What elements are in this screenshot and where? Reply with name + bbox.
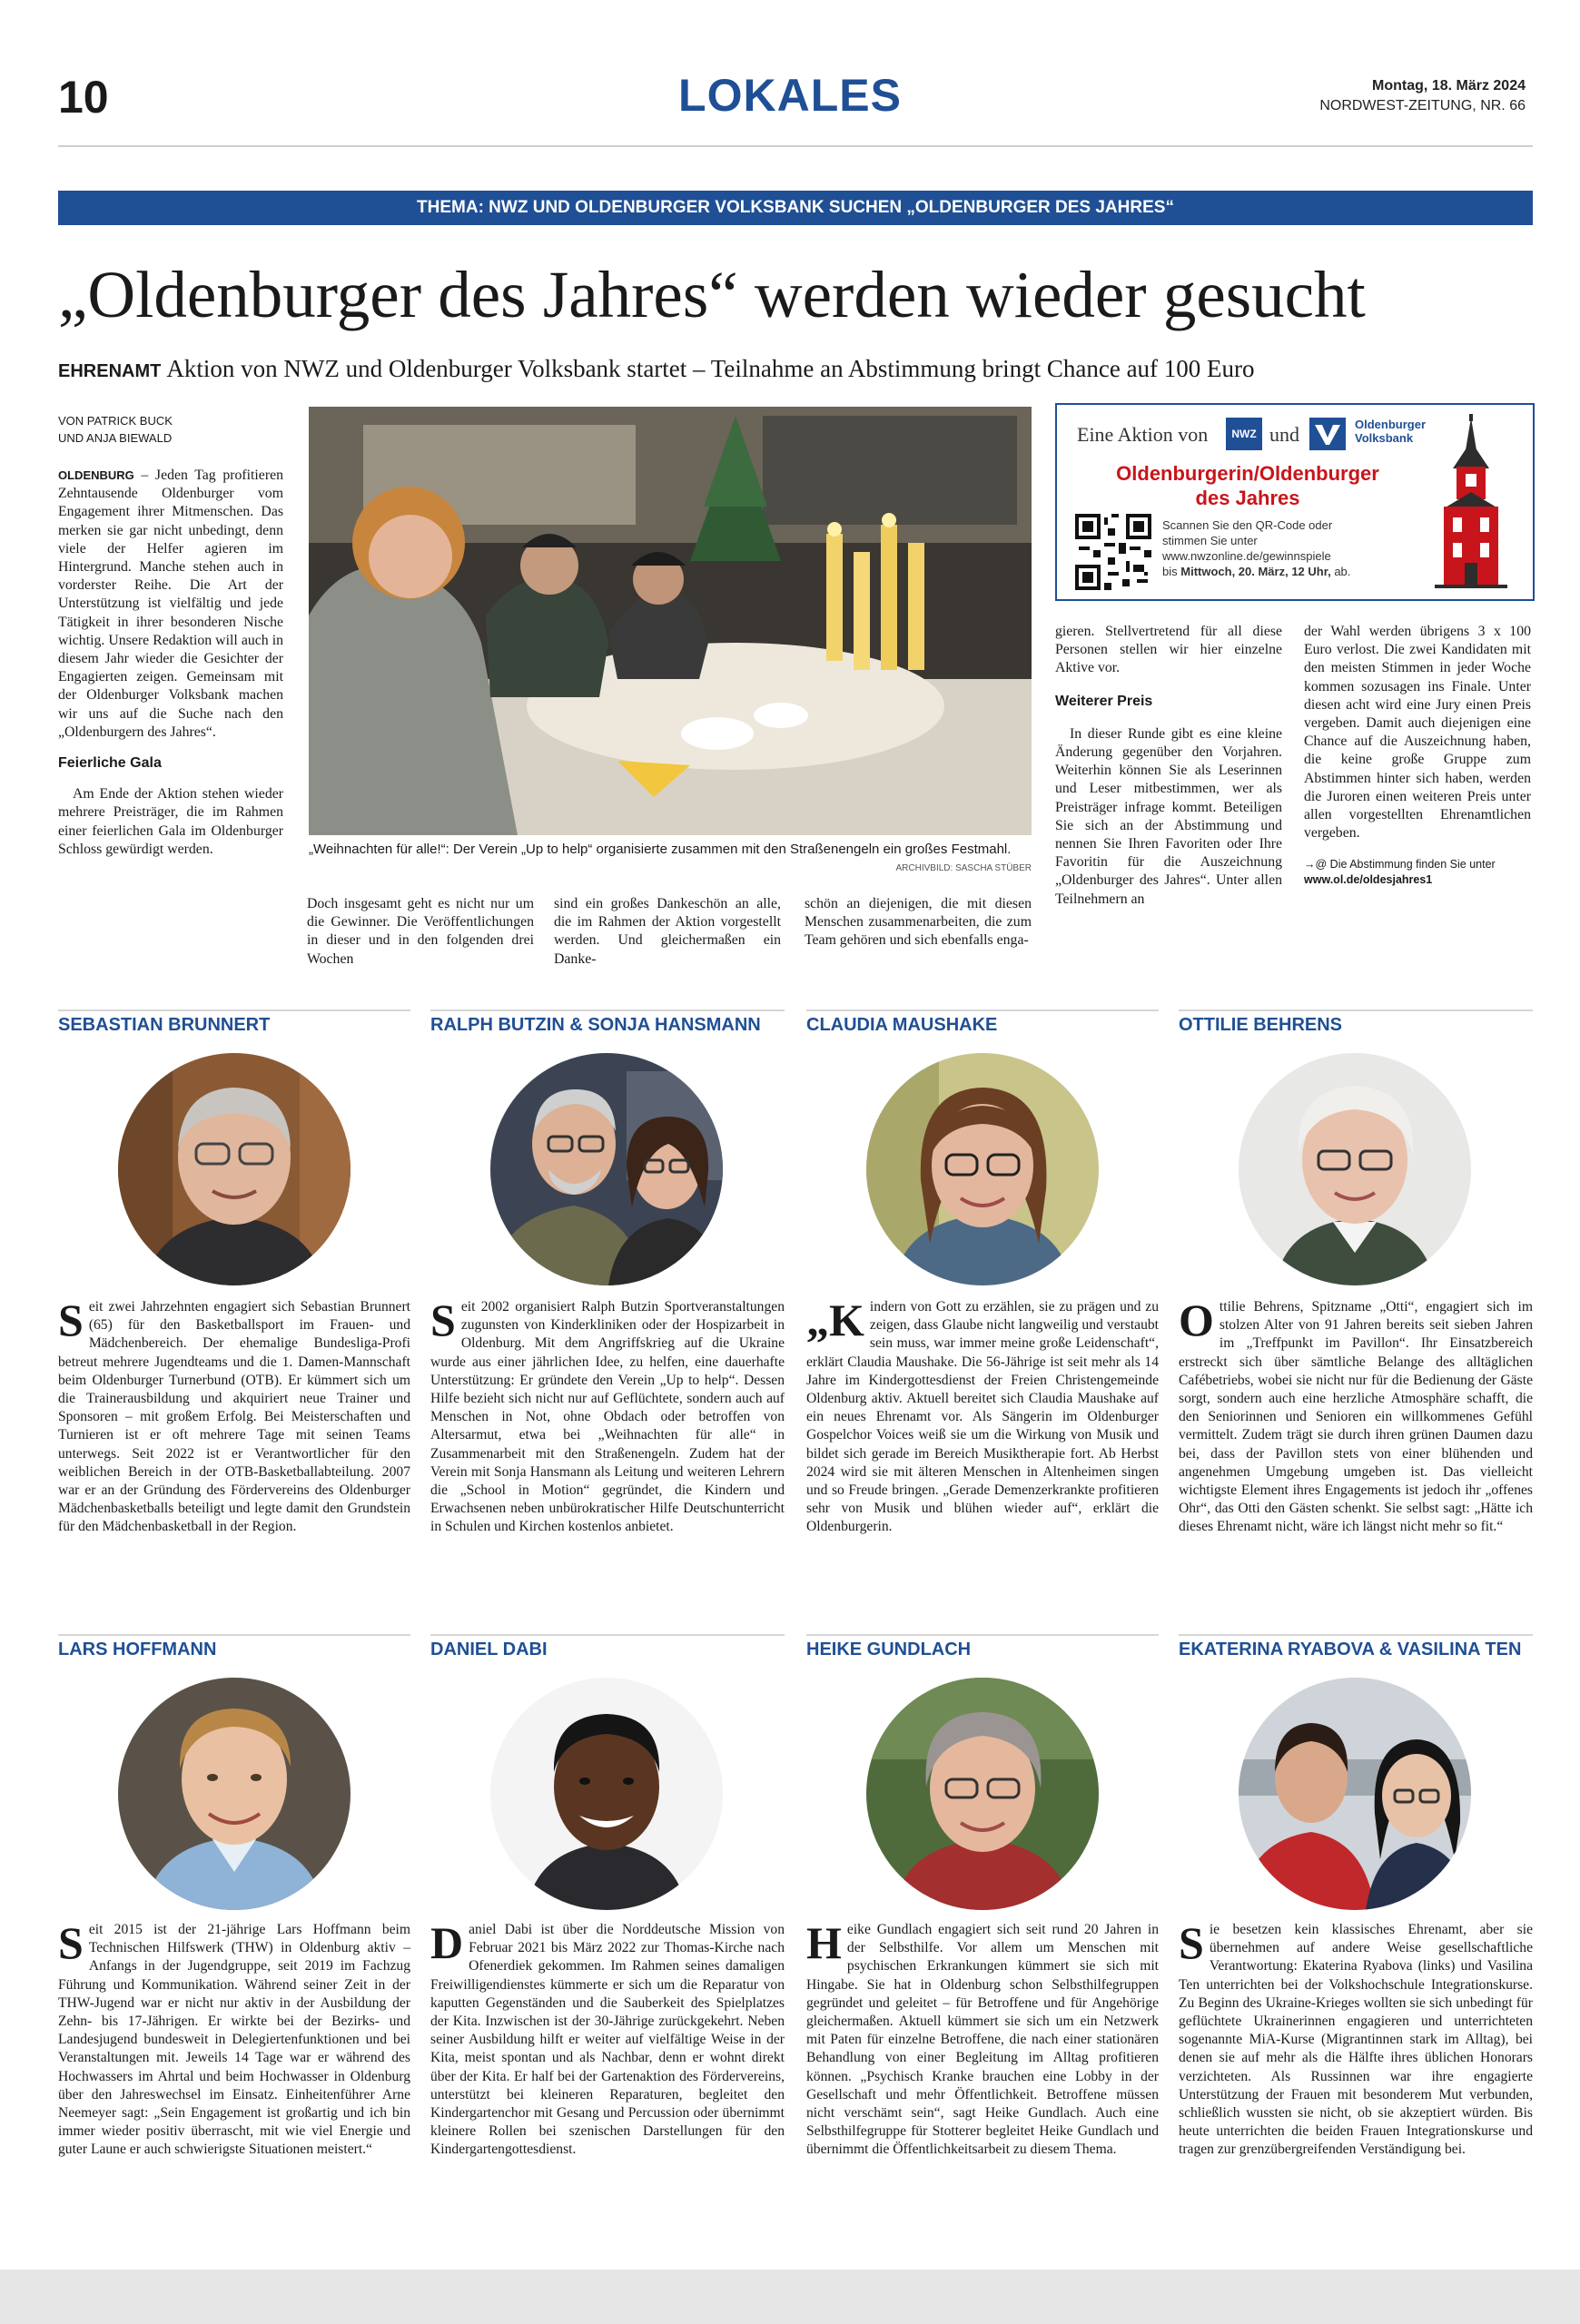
portrait-sebastian-brunnert — [118, 1053, 351, 1285]
portrait-ottilie-behrens — [1239, 1053, 1471, 1285]
portrait-claudia-maushake — [866, 1053, 1099, 1285]
qr-text: bis — [1162, 565, 1178, 578]
bio-body: ie besetzen kein klassisches Ehrenamt, aber sie übernehmen auf andere Weise gesellschaftliche Verantwortung: Ekaterina Ryabova (links) und Vasilina Ten unterrichten bei der Volkshochschule Integrationskurse. Zu Beginn des Ukraine-Krieges wollten sie sich unbedingt für geflüchtete Ukrainerinnen engagieren und unterrichteten sogenannte MiA-Kurse (Migrantinnen stark im Alltag), bei denen sie auf mehr als die Hälfte ihres üblichen Honorars verzichteten. Als Russinnen war ihre engagierte Unterstützung der Frauen mit besonderem Mut verbunden, schließlich wussten sie nicht, ob sie akzeptiert würden. Bis heute unterrichten die beiden Frauen Integrationskurse und tragen zur grenzübergreifenden Verständigung bei. — [1179, 1922, 1533, 2158]
qr-text: stimmen Sie unter — [1162, 534, 1258, 547]
section-title: LOKALES — [678, 70, 902, 121]
bio-body: eit zwei Jahrzehnten engagiert sich Sebastian Brunnert (65) für den Basketballsport im Frauen- und Mädchenbereich. Der ehemalige Bundesliga-Profi betreut mehrere Jugendteams und die 1. Damen-Mannschaft beim Oldenburger Turnerbund (OTB). Er kümmert sich um die Trainerausbildung und akquiriert neue Trainer und Sponsoren – mit großem Erfolg. Bei Meisterschaften und Turnieren ist er oft mehrere Tage mit seinen Teams unterwegs. Seit 2022 ist er Verantwortlicher für den weiblichen Bereich in der OTB-Basketballabteilung. 2007 war er an der Gründung des Fördervereins des Oldenburger Mädchenbasketballs beteiligt und legte damit den Grundstein für den Mädchenbasketball in der Region. — [58, 1299, 410, 1535]
byline — [58, 412, 240, 447]
article-column-3: sind ein großes Dankeschön an alle, die im Rahmen der Aktion vorgestellt werden. Und gleichermaßen ein Danke- — [554, 896, 781, 967]
bio-text — [806, 1295, 1159, 1537]
byline-line: VON PATRICK BUCK — [58, 414, 173, 428]
subheadline — [58, 352, 1547, 388]
drop-cap: S — [58, 1917, 84, 1968]
vote-link[interactable]: www.ol.de/oldesjahres1 — [1304, 873, 1433, 887]
bio-body: aniel Dabi ist über die Norddeutsche Mission von Februar 2021 bis März 2022 zur Thomas-Kirche nach Ofenerdiek gekommen. Im Rahmen seines damaligen Freiwilligendienstes kümmerte er sich um die Reparatur von kaputten Gegenständen und die Sauberkeit des Spielplatzes der Kita. Inzwischen ist der 30-Jährige zurückgekehrt. Neben seiner Ausbildung hilft er weiter auf vielfältige Weise in der Kita, meist spontan und als Nachbar, denn er wohnt direkt über der Kita. Er half bei der Gartenaktion des Fördervereins, unterstützt bei kleineren Reparaturen, begleitet den Kindergartenchor mit Gesang und Percussion oder übernimmt kleinere Rollen bei szenischen Darstellungen für den Kindergartengottesdienst. — [430, 1922, 785, 2158]
byline-line: UND ANJA BIEWALD — [58, 431, 173, 445]
bio-text — [430, 1295, 785, 1537]
name-rule — [806, 1009, 1159, 1011]
person-name: EKATERINA RYABOVA & VASILINA TEN — [1179, 1640, 1522, 1659]
ad-intro: Eine Aktion von — [1077, 423, 1209, 446]
person-name: OTTILIE BEHRENS — [1179, 1015, 1343, 1035]
bio-text — [1179, 1917, 1533, 2160]
volksbank-name-line: Oldenburger — [1355, 418, 1427, 431]
article-paragraph: der Wahl werden übrigens 3 x 100 Euro verlost. Die zwei Kandidaten mit den meisten Stimmen in jeder Woche kommen sozusagen ins Finale. Unter diesen acht wird eine Jury einen Preis vergeben. Damit auch diejenigen eine Chance auf die Auszeichnung haben, die keine große Gruppe zum Abstimmen hinter sich haben, werden die Juroren einen weiteren Preis unter allen vorgestellten Ehrenamtlichen vergeben. — [1304, 624, 1531, 842]
kicker: EHRENAMT — [58, 361, 162, 381]
photo-credit: ARCHIVBILD: SASCHA STÜBER — [895, 863, 1032, 873]
newspaper-name: NORDWEST-ZEITUNG, NR. 66 — [1319, 98, 1526, 113]
portrait-daniel-dabi — [490, 1678, 723, 1910]
name-rule — [1179, 1009, 1533, 1011]
bio-body: eit 2015 ist der 21-jährige Lars Hoffmann beim Technischen Hilfswerk (THW) in Oldenburg aktiv – Anfangs in der Jugendgruppe, seit 2019 im Fachzug Führung und Kommunikation. Während seiner Zeit in der THW-Jugend war er nicht nur aktiv in der Ausbildung der Zehn- bis 17-Jährigen. Er wirkte bei der Bezirks- und Landesjugend bundesweit in Delegiertenfunktionen und bei Veranstaltungen mit. Jeweils 14 Tage war er während des Hochwassers im Ahrtal und beim Hochwasser in Oldenburg über den Jahreswechsel im Einsatz. Einheitenführer Arne Neemeyer sagt: „Sein Engagement ist großartig und ich bin immer wieder positiv überrascht, mit wie viel Energie und guter Laune er auch schwierigste Situationen meistert.“ — [58, 1922, 410, 2158]
campaign-title-line: des Jahres — [1195, 487, 1300, 509]
qr-text: ab. — [1334, 565, 1351, 578]
nwz-logo: NWZ — [1226, 418, 1262, 450]
vote-url[interactable]: www.nwzonline.de/gewinnspiele — [1162, 549, 1331, 563]
event-photo — [309, 407, 1032, 835]
bio-text — [430, 1917, 785, 2160]
ad-und: und — [1269, 423, 1299, 446]
campaign-title — [1075, 461, 1420, 510]
vote-note — [1304, 857, 1531, 888]
name-rule — [806, 1634, 1159, 1636]
subheadline-text: Aktion von NWZ und Oldenburger Volksbank startet – Teilnahme an Abstimmung bringt Chance auf 100 Euro — [166, 355, 1255, 382]
photo-caption — [309, 841, 1032, 877]
article-column-5 — [1055, 623, 1282, 909]
issue-info — [1319, 76, 1526, 116]
name-rule — [430, 1634, 785, 1636]
page-number: 10 — [58, 72, 109, 123]
qr-text: Scannen Sie den QR-Code oder — [1162, 518, 1333, 532]
volksbank-logo — [1309, 418, 1346, 450]
lappan-tower-icon — [1417, 414, 1526, 592]
bio-body: indern von Gott zu erzählen, sie zu prägen und zu zeigen, dass Glaube nicht langweilig und verstaubt sein muss, war immer meine große Leidenschaft“, erklärt Claudia Maushake. Die 56-Jährige ist seit mehr als 14 Jahre im Kindergottesdienst der Freien Christengemeinde Oldenburg aktiv. Aktuell bereitet sich Claudia Maushake auf ein neues Ehrenamt vor. Als Sängerin im Oldenburger Gospelchor Voices weiß sie um die Wirkung von Musik und bildet sich gerade im Bereich Musiktherapie fort. Ab Herbst 2024 wird sie mit älteren Menschen in Altenheimen singen und so Freude bringen. „Gerade Demenzerkrankte profitieren sehr von Musik und blühen wieder auf“, erklärt die Oldenburgerin. — [806, 1299, 1159, 1535]
portrait-ryabova-ten — [1239, 1678, 1471, 1910]
subtitle-gala: Feierliche Gala — [58, 755, 162, 772]
portrait-lars-hoffmann — [118, 1678, 351, 1910]
article-paragraph: gieren. Stellvertretend für all diese Personen stellen wir hier einzelne Aktive vor. — [1055, 624, 1282, 676]
vote-note-text: →@ Die Abstimmung finden Sie unter — [1304, 858, 1496, 872]
name-rule — [58, 1009, 410, 1011]
bio-body: eit 2002 organisiert Ralph Butzin Sportveranstaltungen zugunsten von Kinderkliniken oder der Hospizarbeit in Oldenburg. Mit dem Angriffskrieg auf die Ukraine wurde aus einer jährlichen Idee, zu helfen, eine dauerhafte Unterstützung: Er gründete den Verein „Up to help“. Dessen Hilfe bezieht sich nicht nur auf Geflüchtete, sondern auch auf Menschen in Not, ohne Obdach oder betroffen von Altersarmut, etwa bei „Weihnachten für alle“ in Zusammenarbeit mit den Straßenengeln. Zudem hat der Verein mit Sonja Hansmann als Leitung und weiteren Lehrern die „School in Motion“ gegründet, die Kindern und Erwachsenen neben unbürokratischer Hilfe Deutschunterricht in Schulen und Kirchen kostenlos anbietet. — [430, 1299, 785, 1535]
drop-cap: „K — [806, 1295, 864, 1345]
vote-deadline: Mittwoch, 20. März, 12 Uhr, — [1180, 565, 1331, 578]
theme-bar: THEMA: NWZ UND OLDENBURGER VOLKSBANK SUCHEN „OLDENBURGER DES JAHRES“ — [58, 191, 1533, 225]
volksbank-name-line: Volksbank — [1355, 431, 1414, 445]
drop-cap: S — [1179, 1917, 1204, 1968]
drop-cap: S — [430, 1295, 456, 1345]
header-divider — [58, 145, 1533, 147]
bio-text — [1179, 1295, 1533, 1537]
caption-text: „Weihnachten für alle!“: Der Verein „Up to help“ organisierte zusammen mit den Straßenengeln ein großes Festmahl. — [309, 842, 1012, 857]
article-column-2: Doch insgesamt geht es nicht nur um die Gewinner. Die Veröffentlichungen in dieser und in den folgenden drei Wochen — [307, 896, 534, 967]
drop-cap: D — [430, 1917, 464, 1968]
name-rule — [58, 1634, 410, 1636]
article-paragraph: Am Ende der Aktion stehen wieder mehrere Preisträger, die im Rahmen einer feierlichen Gala im Oldenburger Schloss gewürdigt werden. — [58, 786, 283, 857]
name-rule — [1179, 1634, 1533, 1636]
bio-text — [58, 1295, 410, 1537]
bio-body: eike Gundlach engagiert sich seit rund 20 Jahren in der Selbsthilfe. Vor allem um Menschen mit psychischen Erkrankungen kümmert sie sich mit Hingabe. Sie hat in Oldenburg schon Selbsthilfegruppen gegründet und geleitet – für Betroffene und für Angehörige gleichermaßen. Aktuell kümmert sie sich um ein Netzwerk mit Paten für einzelne Betroffene, die nach einer stationären Behandlung von einer Begleitung im Alltag profitieren können. „Psychisch Kranke brauchen eine Lobby in der Gesellschaft und mehr Öffentlichkeit. Betroffene müssen nicht verschämt sein“, sagt Heike Gundlach. Auch eine Selbsthilfegruppe für Stotterer begleitet Heike Gundlach und übernimmt die Öffentlichkeitsarbeit zu diesem Thema. — [806, 1922, 1159, 2158]
bio-text — [58, 1917, 410, 2160]
qr-instructions — [1162, 517, 1407, 579]
person-name: RALPH BUTZIN & SONJA HANSMANN — [430, 1015, 761, 1035]
campaign-title-line: Oldenburgerin/Oldenburger — [1116, 462, 1379, 485]
qr-code[interactable] — [1075, 514, 1151, 590]
person-name: HEIKE GUNDLACH — [806, 1640, 972, 1659]
campaign-box — [1055, 403, 1535, 601]
headline: „Oldenburger des Jahres“ werden wieder gesucht — [58, 258, 1366, 331]
article-column-1 — [58, 467, 283, 859]
article-column-4: schön an diejenigen, die mit diesen Menschen zusammenarbeiten, die zum Team gehören und sich ebenfalls enga- — [805, 896, 1032, 949]
drop-cap: S — [58, 1295, 84, 1345]
article-paragraph: In dieser Runde gibt es eine kleine Änderung gegenüber den Vorjahren. Weiterhin können Sie als Leserinnen und Leser mitbestimmen, wer als Preisträger infrage kommt. Beteiligen Sie sich an der Abstimmung und nennen Sie Ihren Favoriten oder Ihre Favoritin für die Auszeichnung „Oldenburger des Jahres“. Unter allen Teilnehmern an — [1055, 725, 1282, 907]
person-name: LARS HOFFMANN — [58, 1640, 217, 1659]
portrait-heike-gundlach — [866, 1678, 1099, 1910]
issue-date: Montag, 18. März 2024 — [1372, 78, 1526, 94]
person-name: CLAUDIA MAUSHAKE — [806, 1015, 998, 1035]
page-bottom-margin — [0, 2270, 1580, 2324]
name-rule — [430, 1009, 785, 1011]
portrait-butzin-hansmann — [490, 1053, 723, 1285]
person-name: SEBASTIAN BRUNNERT — [58, 1015, 271, 1035]
bio-text — [806, 1917, 1159, 2160]
person-name: DANIEL DABI — [430, 1640, 548, 1659]
article-paragraph: – Jeden Tag profitieren Zehntausende Oldenburger vom Engagement ihrer Mitmenschen. Das merken sie gar nicht unbedingt, denn viele der Helfer agieren im Hintergrund. Manche stehen auch in vorderster Reihe. Die Art der Unterstützung ist vielfältig und jede Tätigkeit in ihrer besonderen Nische wichtig. Unsere Redaktion will auch in diesem Jahr wieder die Gesichter der Engagierten zeigen. Gemeinsam mit der Oldenburger Volksbank machen wir uns auf die Suche nach den „Oldenburgern des Jahres“. — [58, 468, 283, 740]
volksbank-name — [1355, 418, 1426, 445]
bio-body: ttilie Behrens, Spitzname „Otti“, engagiert sich im stolzen Alter von 91 Jahren bereits seit sieben Jahren im „Treffpunkt im Pavillon“. Ihr Einsatzbereich erstreckt sich über sämtliche Belange des alltäglichen Cafébetriebs, wobei sie nicht nur für die Bedienung der Gäste sorgt, sondern auch eine herzliche Atmosphäre schafft, die den Seniorinnen und Senioren ein willkommenes Gefühl vermittelt. Zudem trägt sie durch ihren grünen Daumen dazu bei, dass der Pavillon stets von einer blühenden und angenehmen Umgebung umgeben ist. Das vielleicht wichtigste Element ihres Engagements ist jedoch ihr „offenes Ohr“, das Otti den Gästen schenkt. Sie selbst sagt: „Hätte ich dieses Ehrenamt nicht, wäre ich längst nicht mehr so fit.“ — [1179, 1299, 1533, 1535]
article-column-6 — [1304, 623, 1531, 888]
drop-cap: H — [806, 1917, 842, 1968]
subtitle-preis: Weiterer Preis — [1055, 693, 1153, 709]
drop-cap: O — [1179, 1295, 1214, 1345]
dateline-city: OLDENBURG — [58, 468, 134, 482]
